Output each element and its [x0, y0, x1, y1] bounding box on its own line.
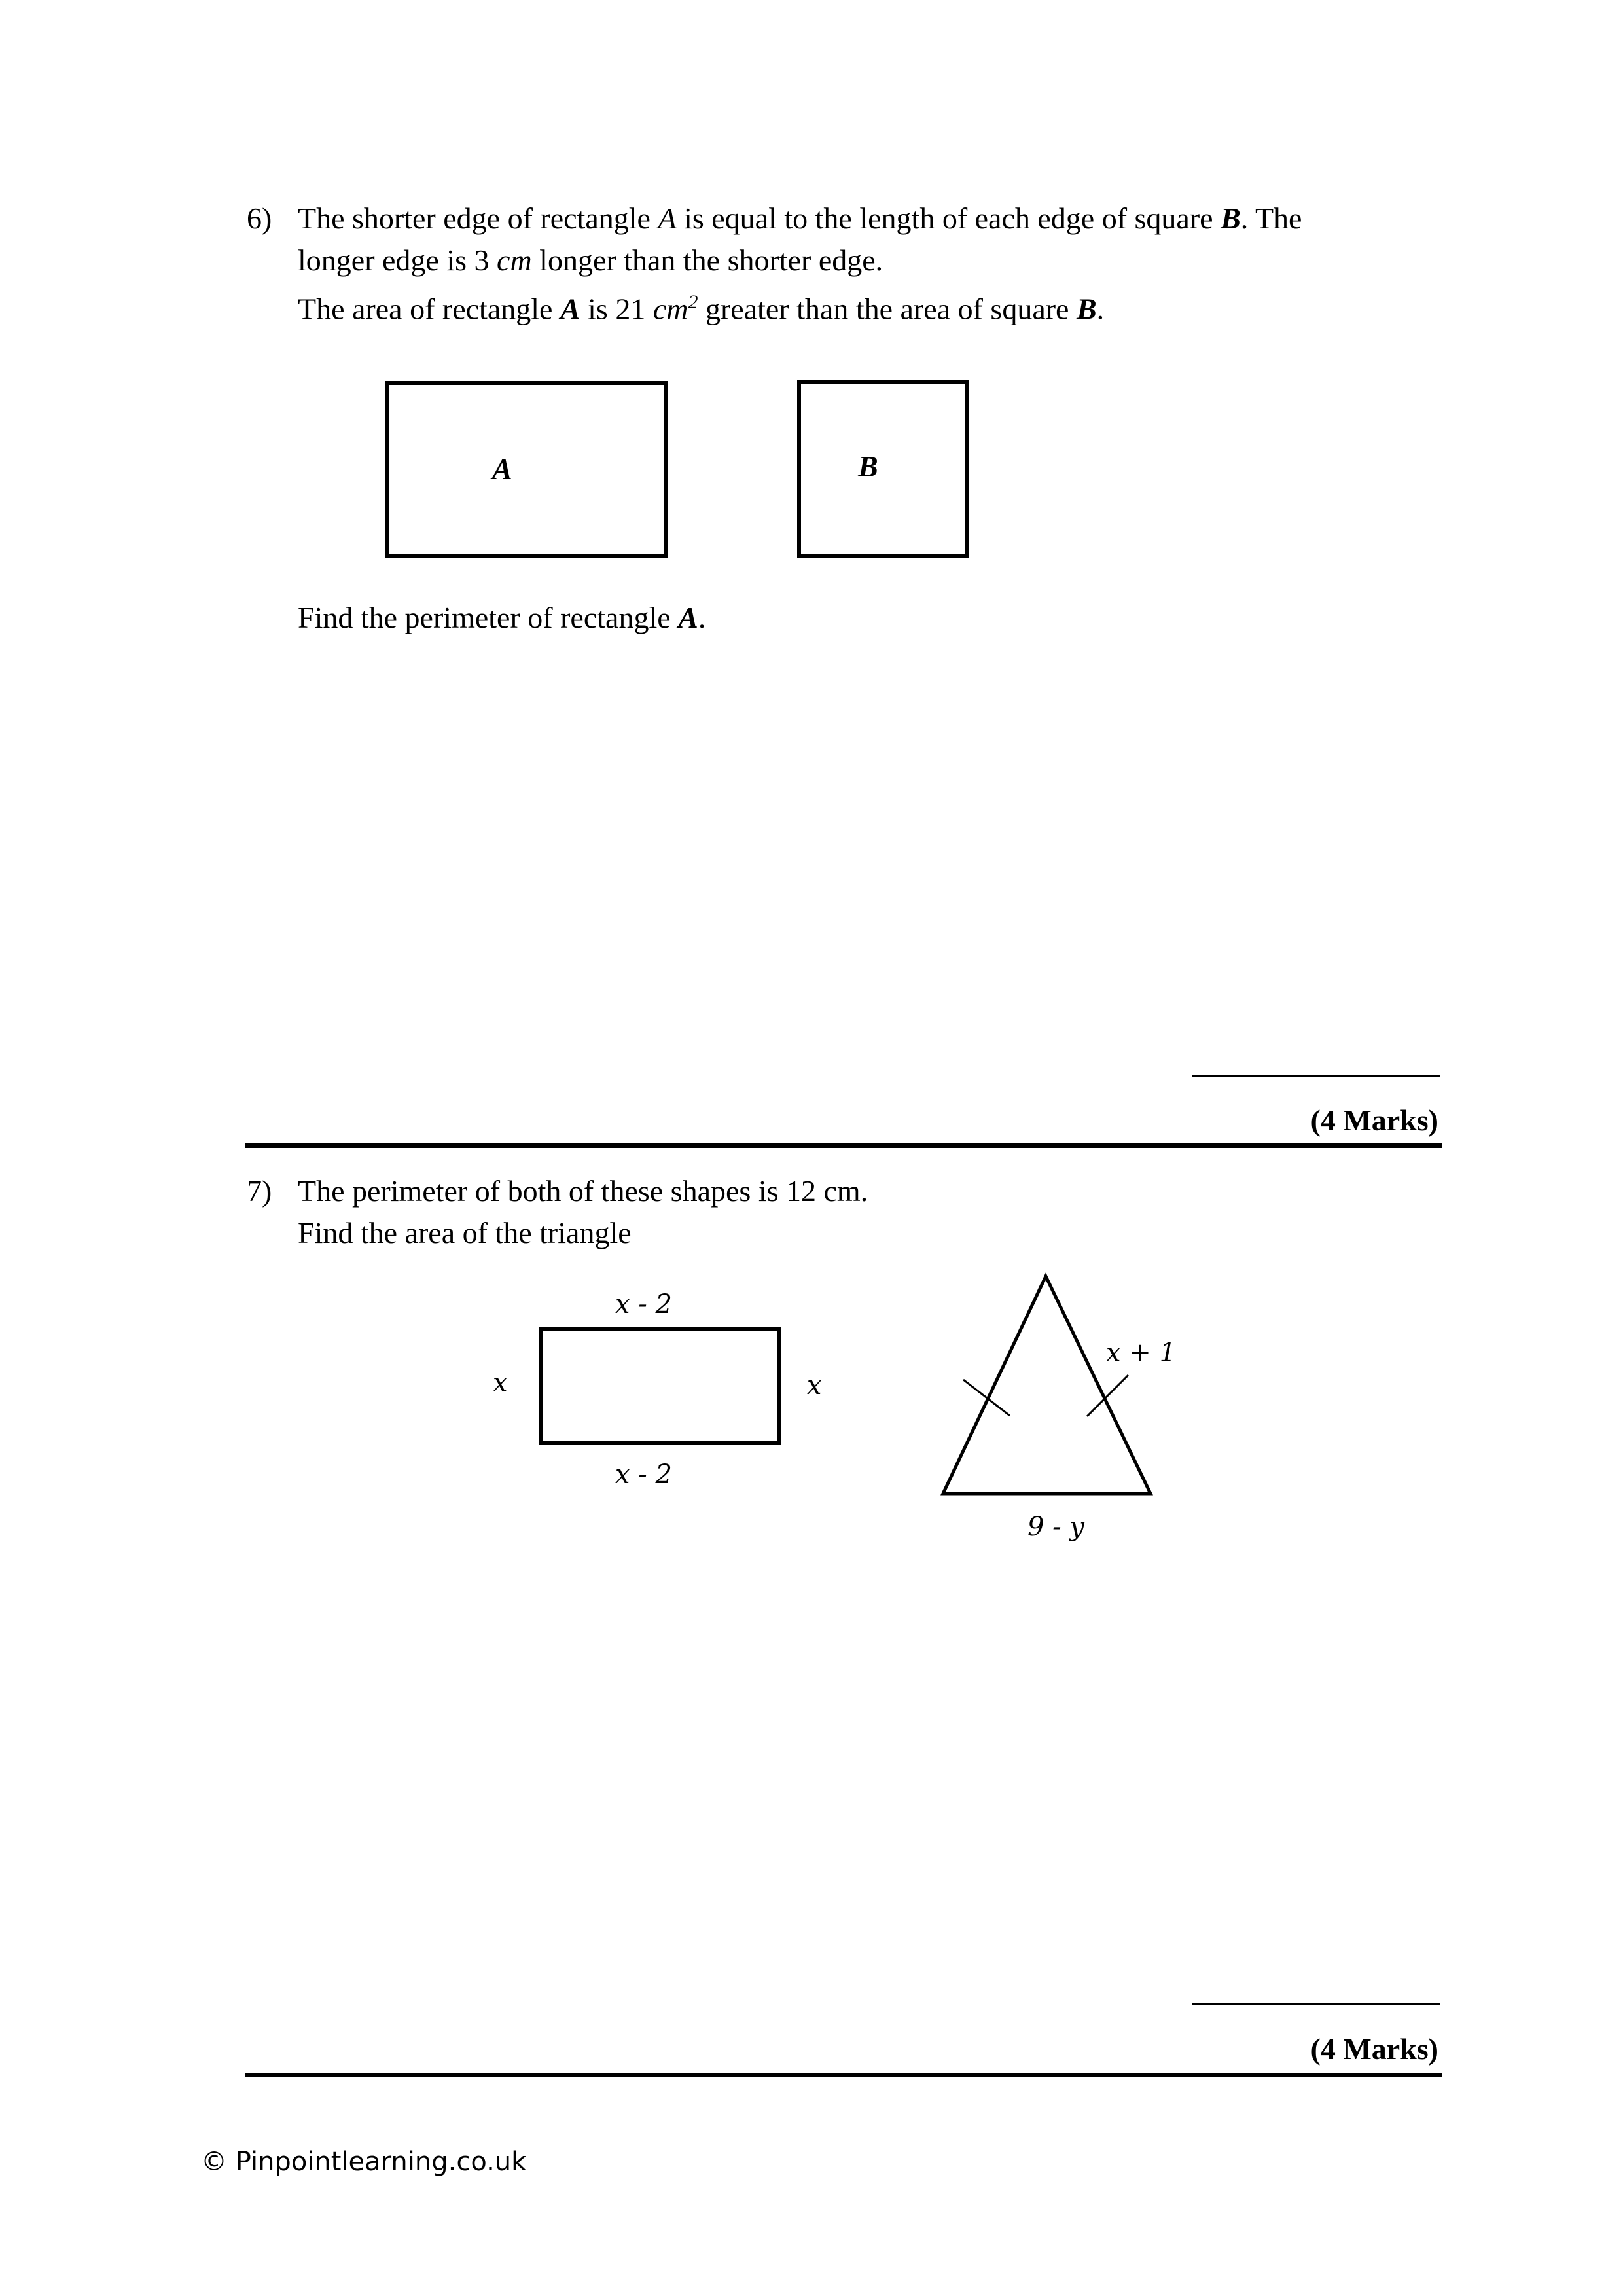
q6-line3-var-b: B — [1076, 292, 1097, 326]
q6-line1-var-b: B — [1221, 202, 1241, 235]
rectangle-a-label: A — [492, 452, 512, 486]
q6-line1-text-a: The shorter edge of rectangle — [298, 202, 658, 235]
q7-divider — [245, 2073, 1442, 2077]
q7-marks: (4 Marks) — [1310, 2032, 1438, 2066]
q6-line1-text-c: . The — [1240, 202, 1302, 235]
q6-line3-superscript: 2 — [688, 291, 698, 313]
footer-copyright: © Pinpointlearning.co.uk — [201, 2147, 527, 2177]
q6-line2-text-b: longer than the shorter edge. — [531, 243, 883, 277]
q6-line3-text-d: . — [1096, 292, 1105, 326]
q6-line3-var-a: A — [560, 292, 580, 326]
q7-triangle-side-label: x + 1 — [1106, 1338, 1176, 1368]
q7-tick-mark-left — [963, 1380, 1010, 1416]
q6-line3-unit: cm — [652, 292, 688, 326]
q6-line3-text-c: greater than the area of square — [698, 292, 1077, 326]
q7-rect-right-label: x — [807, 1371, 822, 1401]
q6-line1-text-b: is equal to the length of each edge of square — [676, 202, 1221, 235]
q6-line1-var-a: A — [658, 202, 677, 235]
q6-prompt-var: A — [678, 601, 698, 634]
q6-line3-text-b: is 21 — [580, 292, 653, 326]
q7-rect-bottom-label: x - 2 — [615, 1460, 672, 1490]
question-7-line-1: The perimeter of both of these shapes is 12 cm. — [298, 1174, 868, 1208]
q6-marks: (4 Marks) — [1310, 1103, 1438, 1137]
question-6-number: 6) — [247, 202, 272, 235]
q7-rect-top-label: x - 2 — [615, 1289, 672, 1319]
question-7-line-2: Find the area of the triangle — [298, 1216, 632, 1249]
q7-triangle-base-label: 9 - y — [1027, 1512, 1084, 1542]
q6-prompt-text-b: . — [698, 601, 706, 634]
q6-line3-text-a: The area of rectangle — [298, 292, 560, 326]
q6-line2-unit: cm — [497, 243, 532, 277]
square-b-label: B — [858, 450, 878, 483]
q7-rect-left-label: x — [493, 1368, 508, 1398]
question-7-number: 7) — [247, 1174, 272, 1208]
q6-prompt-text-a: Find the perimeter of rectangle — [298, 601, 679, 634]
q7-answer-line[interactable] — [1192, 2003, 1440, 2005]
q7-rectangle — [541, 1329, 779, 1443]
q6-line2-text-a: longer edge is 3 — [298, 243, 497, 277]
q7-tick-mark-right — [1087, 1375, 1128, 1416]
